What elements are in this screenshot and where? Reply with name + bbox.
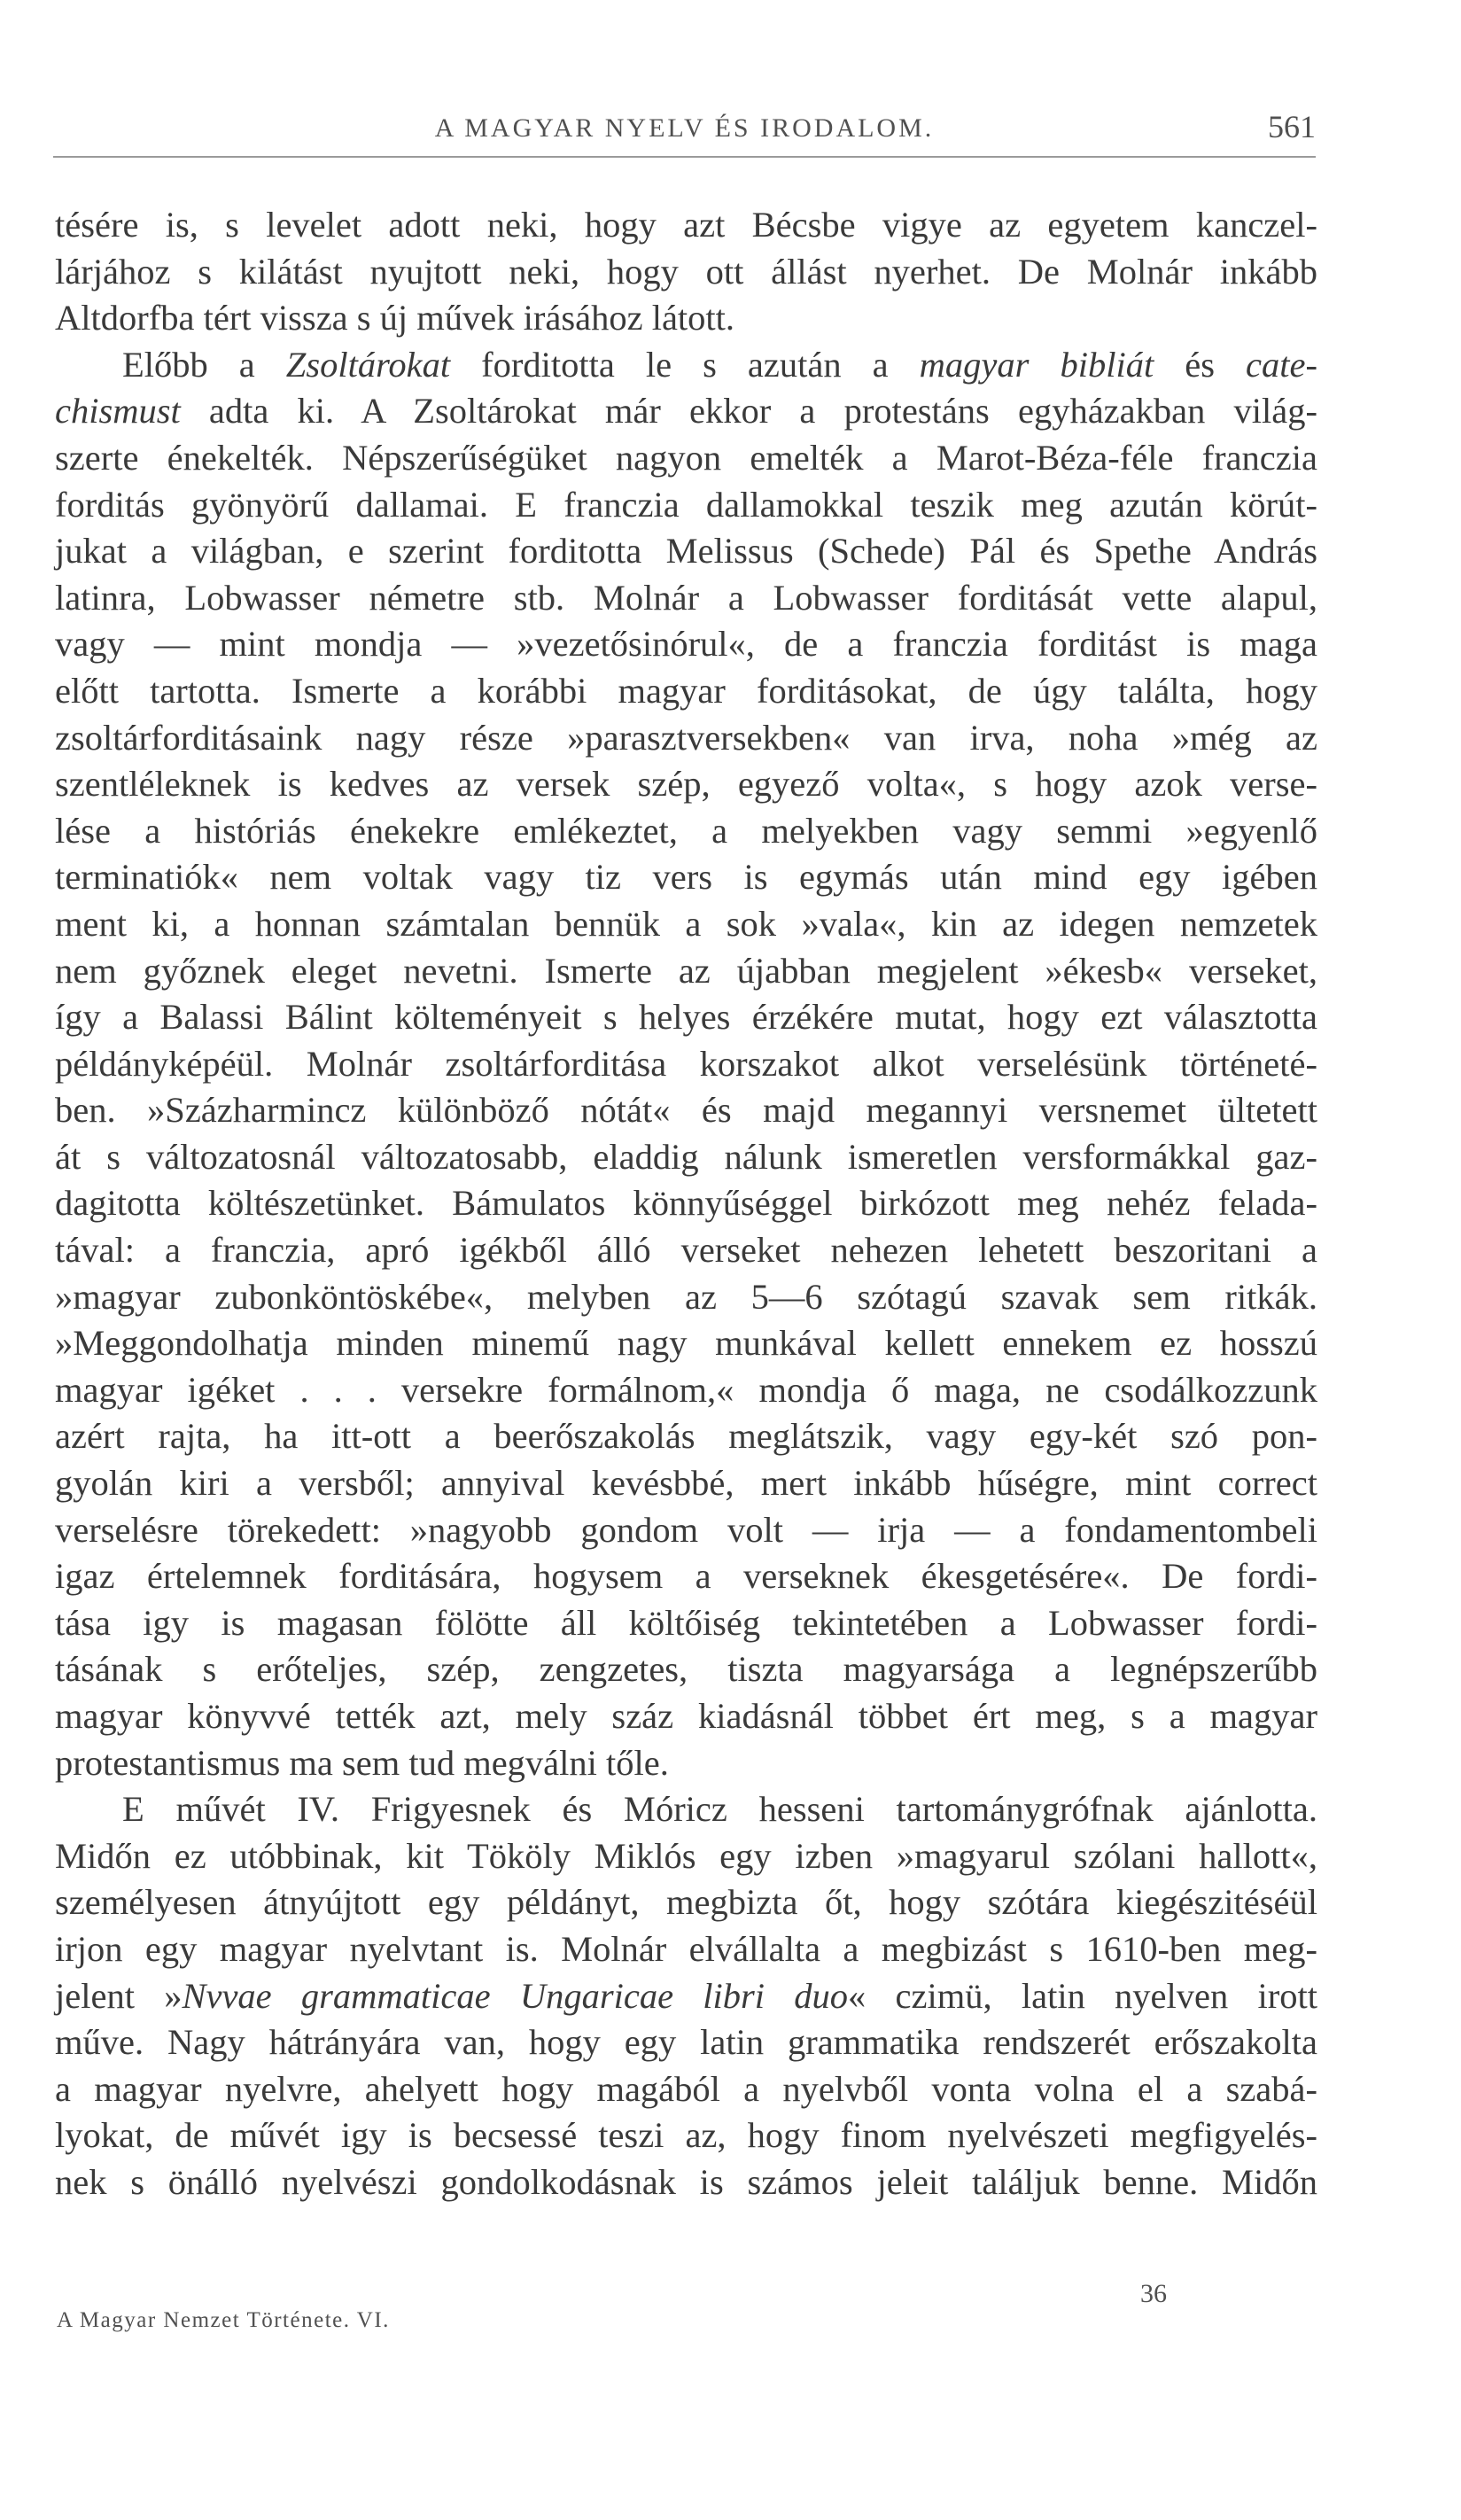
text-line [55,854,1317,901]
text-run: személyesen átnyújtott egy példányt, megbizta őt, hogy szótára kiegészitéséül [55,1882,1317,1923]
text-line [55,435,1317,482]
text-run: lése a históriás énekekre emlékeztet, a melyekben vagy semmi »egyenlő [55,810,1317,851]
text-run: ment ki, a honnan számtalan bennük a sok »vala«, kin az idegen nemzetek [55,903,1317,944]
text-run: magyar igéket . . . versekre formálnom,« mondja ő maga, ne csodálkozzunk [55,1369,1317,1410]
page-number: 561 [1268,109,1316,144]
text-line [55,1460,1317,1507]
text-run: tával: a franczia, apró igékből álló verseket nehezen lehetett beszoritani a [55,1230,1317,1271]
text-line [55,1786,1317,1833]
text-line [55,1041,1317,1088]
text-run: protestantismus ma sem tud megválni tőle. [55,1742,669,1783]
text-line [55,994,1317,1041]
text-line [55,1320,1317,1367]
text-line [55,2019,1317,2066]
text-line [55,528,1317,575]
text-run: ben. »Százharmincz különböző nótát« és majd megannyi versnemet ültetett [55,1090,1317,1131]
text-run: verselésre törekedett: »nagyobb gondom volt — irja — a fondamentombeli [55,1509,1317,1550]
text-run: lyokat, de művét igy is becsessé teszi az, hogy finom nyelvészeti megfigyelés- [55,2115,1317,2156]
text-line [55,1553,1317,1600]
text-line [55,575,1317,622]
text-run: vagy — mint mondja — »vezetősinórul«, de a franczia forditást is maga [55,624,1317,665]
text-run: előtt tartotta. Ismerte a korábbi magyar forditásokat, de úgy találta, hogy [55,670,1317,711]
text-line [55,1833,1317,1880]
text-line [55,1973,1317,2020]
text-line [55,2112,1317,2159]
text-line [55,1134,1317,1181]
text-line [55,715,1317,762]
text-run: igaz értelemnek forditására, hogysem a verseknek ékesgetésére«. De fordi- [55,1556,1317,1597]
text-line [55,295,1317,342]
body-text [55,202,1317,2206]
text-run: át s változatosnál változatosabb, eladdig nálunk ismeretlen versformákkal gaz- [55,1136,1317,1177]
text-line [55,1600,1317,1647]
text-run: azért rajta, ha itt-ott a beerőszakolás meglátszik, vagy egy-két szó pon- [55,1416,1317,1457]
text-run: adta ki. A Zsoltárokat már ekkor a protestáns egyházakban világ- [180,391,1317,432]
text-run: »Meggondolhatja minden minemű nagy munkával kellett ennekem ez hosszú [55,1323,1317,1364]
text-line [55,1646,1317,1693]
text-line [55,1879,1317,1926]
text-run: forditotta le s azután a [450,344,920,385]
text-line [55,1413,1317,1460]
text-run: a magyar nyelvre, ahelyett hogy magából a nyelvből vonta volna el a szabá- [55,2068,1317,2109]
text-run: forditás gyönyörű dallamai. E franczia dallamokkal teszik meg azután körút- [55,484,1317,525]
text-run: Altdorfba tért vissza s új művek irásához látott. [55,298,735,338]
signature-mark: 36 [1140,2279,1167,2308]
text-run: példányképéül. Molnár zsoltárforditása korszakot alkot verselésünk történeté- [55,1043,1317,1084]
text-line [55,1274,1317,1321]
text-run: jelent » [55,1975,183,2016]
text-run: műve. Nagy hátrányára van, hogy egy latin grammatika rendszerét erőszakolta [55,2022,1317,2063]
text-line [55,621,1317,668]
text-line [55,901,1317,948]
text-run: tásának s erőteljes, szép, zengzetes, tiszta magyarsága a legnépszerűbb [55,1649,1317,1690]
text-line [55,249,1317,296]
text-run: latinra, Lobwasser németre stb. Molnár a Lobwasser forditását vette alapul, [55,577,1317,618]
footer-source: A Magyar Nemzet Története. VI. [57,2308,390,2332]
text-run: jukat a világban, e szerint forditotta Melissus (Schede) Pál és Spethe András [55,531,1317,572]
text-line [55,2066,1317,2113]
text-line [55,948,1317,995]
text-line [55,668,1317,715]
text-run: magyar könyvvé tették azt, mely száz kiadásnál többet ért meg, s a magyar [55,1696,1317,1736]
text-line [55,1087,1317,1134]
text-run: így a Balassi Bálint költeményeit s helyes érzékére mutat, hogy ezt választotta [55,997,1317,1038]
text-run: lárjához s kilátást nyujtott neki, hogy ott állást nyerhet. De Molnár inkább [55,251,1317,292]
text-run: nem győznek eleget nevetni. Ismerte az újabban megjelent »ékesb« verseket, [55,950,1317,991]
text-run: « czimü, latin nyelven irott [848,1975,1317,2016]
text-run: szentléleknek is kedves az versek szép, egyező volta«, s hogy azok verse- [55,764,1317,805]
text-run: dagitotta költészetünket. Bámulatos könnyűséggel birkózott meg nehéz felada- [55,1183,1317,1224]
text-line [55,808,1317,855]
text-line [55,1740,1317,1787]
text-line [55,1693,1317,1740]
text-run: tása igy is magasan fölötte áll költőiség tekintetében a Lobwasser fordi- [55,1602,1317,1643]
text-run: irjon egy magyar nyelvtant is. Molnár elvállalta a megbizást s 1610-ben meg- [55,1928,1317,1969]
text-line [55,1367,1317,1414]
italic-title: cate- [1246,344,1317,385]
text-run: gyolán kiri a versből; annyival kevésbbé, mert inkább hűségre, mint correct [55,1463,1317,1504]
italic-title: Nvvae grammaticae Ungaricae libri duo [182,1975,849,2016]
text-run: szerte énekelték. Népszerűségüket nagyon emelték a Marot-Béza-féle franczia [55,437,1317,478]
text-run: nek s önálló nyelvészi gondolkodásnak is számos jeleit találjuk benne. Midőn [55,2161,1317,2202]
text-run: »magyar zubonköntöskébe«, melyben az 5—6 szótagú szavak sem ritkák. [55,1276,1317,1317]
text-line [55,202,1317,249]
text-run: zsoltárforditásaink nagy része »parasztversekben« van irva, noha »még az [55,717,1317,758]
text-line [55,388,1317,435]
text-run: és [1154,344,1247,385]
italic-title: magyar bibliát [919,344,1154,385]
text-line [55,482,1317,529]
text-line [55,1227,1317,1274]
italic-title: chismust [55,391,181,432]
text-run: Midőn ez utóbbinak, kit Tököly Miklós egy izben »magyarul szólani hallott«, [55,1835,1317,1876]
text-line [55,1507,1317,1554]
text-line [55,342,1317,389]
text-run: terminatiók« nem voltak vagy tiz vers is egymás után mind egy igében [55,857,1317,898]
running-head [53,105,1316,158]
text-run: E művét IV. Frigyesnek és Móricz hesseni tartománygrófnak ajánlotta. [122,1789,1317,1830]
text-run: tésére is, s levelet adott neki, hogy azt Bécsbe vigye az egyetem kanczel- [55,205,1317,245]
running-title: A MAGYAR NYELV ÉS IRODALOM. [434,113,935,143]
text-run: Előbb a [122,344,286,385]
text-line [55,1926,1317,1973]
text-line [55,1180,1317,1227]
italic-title: Zsoltárokat [285,344,451,385]
text-line [55,761,1317,808]
text-line [55,2159,1317,2206]
